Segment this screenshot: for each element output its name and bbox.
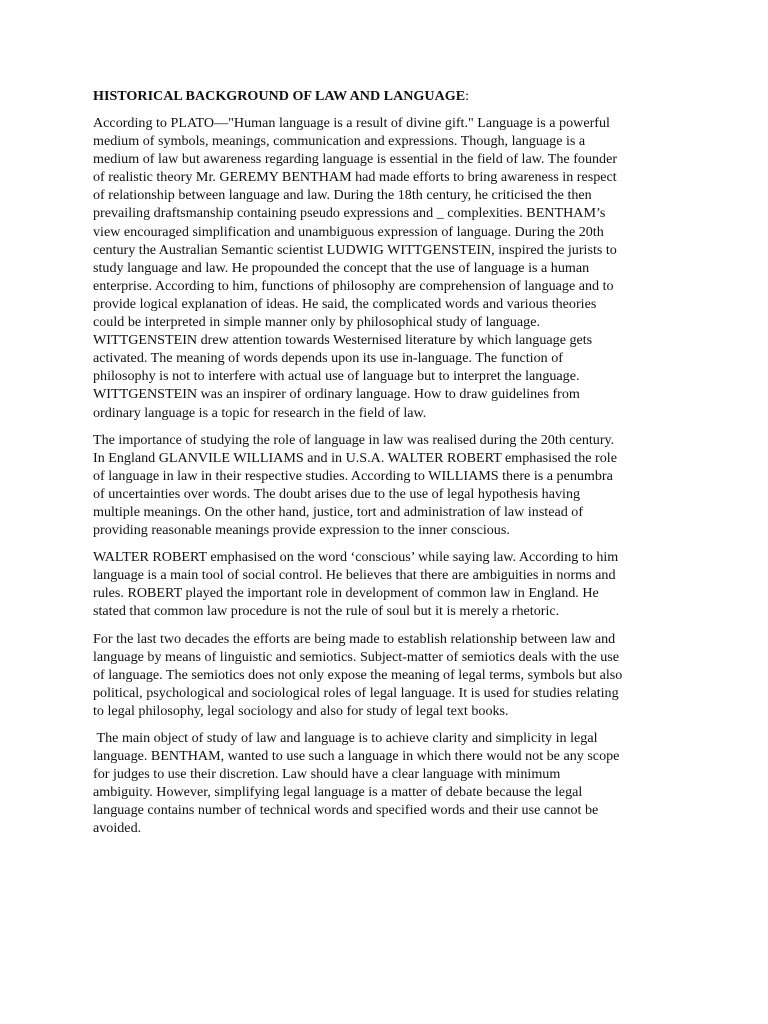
paragraph-line: of realistic theory Mr. GEREMY BENTHAM had made efforts to bring awareness in respect (93, 169, 617, 186)
paragraph-line: of language. The semiotics does not only expose the meaning of legal terms, symbols but also (93, 666, 623, 683)
document-heading (93, 87, 678, 105)
paragraph-line: century the Australian Semantic scientist LUDWIG WITTGENSTEIN, inspired the jurists to (93, 241, 617, 258)
paragraph-line: rules. ROBERT played the important role in development of common law in England. He (93, 585, 599, 602)
paragraph-line: stated that common law procedure is not the rule of soul but it is merely a rhetoric. (93, 603, 560, 620)
paragraph (93, 114, 678, 422)
paragraph-line: enterprise. According to him, functions of philosophy are comprehension of language and to (93, 277, 614, 294)
paragraph-line: of language in law in their respective studies. According to WILLIAMS there is a penumbra (93, 467, 613, 484)
paragraph (93, 431, 678, 540)
paragraph-line: The main object of study of law and language is to achieve clarity and simplicity in legal (93, 730, 598, 746)
paragraph-line: of relationship between language and law. During the 18th century, he criticised the then (93, 187, 592, 204)
paragraph (93, 548, 678, 620)
document-body (93, 114, 678, 838)
paragraph-line: language by means of linguistic and semiotics. Subject-matter of semiotics deals with the use (93, 648, 620, 665)
paragraph-line: provide logical explanation of ideas. He said, the complicated words and various theories (93, 295, 597, 312)
paragraph (93, 630, 678, 720)
paragraph-line: In England GLANVILE WILLIAMS and in U.S.A. WALTER ROBERT emphasised the role (93, 449, 617, 466)
paragraph-line: for judges to use their discretion. Law should have a clear language with minimum (93, 766, 561, 783)
paragraph-line: WITTGENSTEIN was an inspirer of ordinary language. How to draw guidelines from (93, 386, 580, 403)
document-page (93, 87, 678, 847)
paragraph-line: ambiguity. However, simplifying legal language is a matter of debate because the legal (93, 784, 583, 801)
paragraph-line: prevailing draftsmanship containing pseudo expressions and _ complexities. BENTHAM’s (93, 205, 606, 222)
paragraph-line: could be interpreted in simple manner only by philosophical study of language. (93, 314, 540, 331)
heading-text: HISTORICAL BACKGROUND OF LAW AND LANGUAGE (93, 88, 466, 104)
paragraph-line: activated. The meaning of words depends upon its use in-language. The function of (93, 350, 563, 367)
paragraph-line: For the last two decades the efforts are being made to establish relationship between law and (93, 630, 616, 647)
heading-colon: : (465, 88, 470, 104)
paragraph-line: The importance of studying the role of language in law was realised during the 20th century. (93, 431, 615, 448)
paragraph-line: view encouraged simplification and unambiguous expression of language. During the 20th (93, 223, 604, 240)
paragraph-line: WALTER ROBERT emphasised on the word ‘conscious’ while saying law. According to him (93, 549, 619, 566)
paragraph-line: According to PLATO—"Human language is a result of divine gift." Language is a powerful (93, 115, 610, 131)
paragraph-line: ordinary language is a topic for research in the field of law. (93, 404, 427, 421)
paragraph-line: study language and law. He propounded the concept that the use of language is a human (93, 259, 590, 276)
paragraph-line: to legal philosophy, legal sociology and also for study of legal text books. (93, 702, 509, 719)
paragraph-line: WITTGENSTEIN drew attention towards Westernised literature by which language gets (93, 332, 593, 349)
paragraph-line: language. BENTHAM, wanted to use such a language in which there would not be any scope (93, 748, 620, 765)
paragraph-line: political, psychological and sociological roles of legal language. It is used for studies relating (93, 684, 619, 701)
paragraph-line: avoided. (93, 820, 142, 837)
paragraph-line: language is a main tool of social control. He believes that there are ambiguities in norms and (93, 567, 616, 584)
paragraph-line: philosophy is not to interfere with actual use of language but to interpret the language. (93, 368, 580, 385)
paragraph (93, 729, 678, 838)
paragraph-line: of uncertainties over words. The doubt arises due to the use of legal hypothesis having (93, 485, 581, 502)
paragraph-line: language contains number of technical words and specified words and their use cannot be (93, 802, 599, 819)
paragraph-line: providing reasonable meanings provide expression to the inner conscious. (93, 522, 510, 539)
paragraph-line: medium of symbols, meanings, communication and expressions. Though, language is a (93, 133, 586, 150)
paragraph-line: multiple meanings. On the other hand, justice, tort and administration of law instead of (93, 503, 584, 520)
paragraph-line: medium of law but awareness regarding language is essential in the field of law. The founder (93, 151, 618, 168)
